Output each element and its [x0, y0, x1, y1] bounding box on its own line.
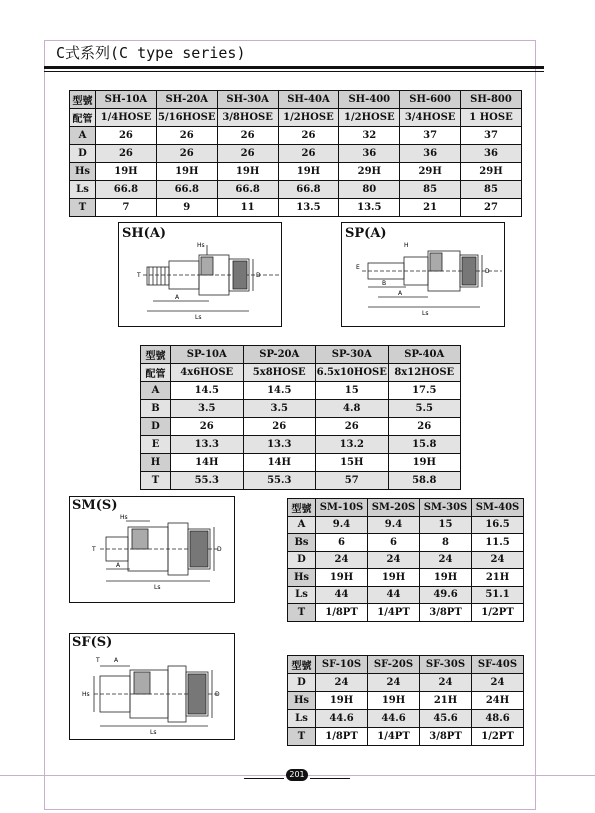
table-cell: 6: [368, 534, 420, 552]
table-cell: 11.5: [472, 534, 524, 552]
table-row: [288, 516, 524, 534]
model-name-cell: SM-30S: [420, 499, 472, 517]
row-label-cell: A: [288, 516, 316, 534]
table-cell: 9: [156, 199, 217, 217]
sf-dim-t: T: [96, 657, 100, 664]
table-cell: 14H: [171, 454, 244, 472]
sm-diagram: [69, 496, 235, 603]
sm-dim-d: D: [217, 546, 222, 553]
table-cell: 44: [368, 586, 420, 604]
table-cell: 36: [461, 145, 522, 163]
sf-dim-ls: Ls: [150, 729, 157, 736]
table-cell: 26: [278, 127, 339, 145]
table-cell: 21H: [420, 692, 472, 710]
table-row: [141, 382, 461, 400]
model-name-cell: SH-600: [400, 91, 461, 109]
table-cell: 1/4HOSE: [96, 109, 157, 127]
model-name-cell: SH-400: [339, 91, 400, 109]
table-cell: 7: [96, 199, 157, 217]
table-cell: 9.4: [368, 516, 420, 534]
table-cell: 66.8: [217, 181, 278, 199]
sh-dim-hs: Hs: [197, 242, 205, 249]
table-cell: 26: [156, 127, 217, 145]
row-label-cell: Hs: [288, 692, 316, 710]
model-header-cell: 型號: [70, 91, 96, 109]
row-label-cell: T: [288, 728, 316, 746]
sf-coupler-drawing: [70, 634, 236, 741]
model-header-cell: 型號: [288, 656, 316, 674]
model-name-cell: SF-20S: [368, 656, 420, 674]
model-name-cell: SM-10S: [316, 499, 368, 517]
row-label-cell: T: [288, 604, 316, 622]
table-cell: 66.8: [96, 181, 157, 199]
table-cell: 1/4PT: [368, 728, 420, 746]
row-label-cell: Hs: [288, 569, 316, 587]
table-cell: 17.5: [388, 382, 461, 400]
sh-diagram-label: SH(A): [122, 226, 167, 241]
model-name-cell: SF-30S: [420, 656, 472, 674]
table-cell: 26: [278, 145, 339, 163]
row-label-cell: Ls: [288, 710, 316, 728]
row-label-cell: Hs: [70, 163, 96, 181]
table-cell: 15: [316, 382, 389, 400]
model-name-cell: SP-20A: [243, 346, 316, 364]
table-cell: 44.6: [316, 710, 368, 728]
table-cell: 15.8: [388, 436, 461, 454]
table-cell: 19H: [96, 163, 157, 181]
table-cell: 13.3: [171, 436, 244, 454]
sp-diagram-label: SP(A): [345, 226, 387, 241]
table-row: [70, 163, 522, 181]
row-label-cell: H: [141, 454, 171, 472]
table-row: [288, 710, 524, 728]
table-header-row: [70, 91, 522, 109]
table-cell: 37: [461, 127, 522, 145]
table-cell: 15H: [316, 454, 389, 472]
sh-dim-d: D: [256, 272, 261, 279]
sm-dim-ls: Ls: [154, 584, 161, 591]
table-row: [70, 145, 522, 163]
model-name-cell: SH-10A: [96, 91, 157, 109]
table-cell: 3/8PT: [420, 604, 472, 622]
model-name-cell: SF-10S: [316, 656, 368, 674]
table-cell: 24: [472, 551, 524, 569]
table-cell: 19H: [156, 163, 217, 181]
table-cell: 1/8PT: [316, 604, 368, 622]
table-cell: 19H: [368, 692, 420, 710]
table-row: [70, 199, 522, 217]
table-cell: 85: [400, 181, 461, 199]
table-cell: 26: [217, 145, 278, 163]
table-row: [288, 551, 524, 569]
table-cell: 1 HOSE: [461, 109, 522, 127]
table-cell: 8: [420, 534, 472, 552]
table-cell: 6.5x10HOSE: [316, 364, 389, 382]
table-cell: 1/4PT: [368, 604, 420, 622]
table-cell: 19H: [420, 569, 472, 587]
table-cell: 44: [316, 586, 368, 604]
model-header-cell: 型號: [288, 499, 316, 517]
table-cell: 29H: [461, 163, 522, 181]
sp-dim-a: A: [398, 290, 403, 297]
title-rule-thick: [44, 66, 544, 69]
table-cell: 49.6: [420, 586, 472, 604]
table-cell: 26: [243, 418, 316, 436]
row-label-cell: D: [288, 674, 316, 692]
table-cell: 26: [156, 145, 217, 163]
table-cell: 19H: [278, 163, 339, 181]
row-label-cell: 配管: [70, 109, 96, 127]
table-cell: 36: [400, 145, 461, 163]
table-cell: 5/16HOSE: [156, 109, 217, 127]
model-name-cell: SM-40S: [472, 499, 524, 517]
sm-diagram-label: SM(S): [72, 498, 118, 513]
table-row: [141, 364, 461, 382]
table-cell: 3.5: [171, 400, 244, 418]
table-cell: 19H: [388, 454, 461, 472]
sm-spec-table: [287, 498, 524, 622]
model-header-cell: 型號: [141, 346, 171, 364]
sh-dim-ls: Ls: [195, 314, 202, 321]
table-cell: 29H: [400, 163, 461, 181]
table-row: [288, 692, 524, 710]
table-cell: 37: [400, 127, 461, 145]
model-name-cell: SP-30A: [316, 346, 389, 364]
sf-diagram-label: SF(S): [72, 635, 113, 650]
table-cell: 5x8HOSE: [243, 364, 316, 382]
table-cell: 26: [388, 418, 461, 436]
row-label-cell: A: [70, 127, 96, 145]
table-cell: 1/2PT: [472, 728, 524, 746]
sp-coupler-drawing: [342, 223, 506, 328]
table-row: [70, 181, 522, 199]
table-cell: 13.3: [243, 436, 316, 454]
row-label-cell: D: [70, 145, 96, 163]
table-cell: 36: [339, 145, 400, 163]
table-cell: 32: [339, 127, 400, 145]
sf-diagram: [69, 633, 235, 740]
model-name-cell: SP-10A: [171, 346, 244, 364]
sm-dim-t: T: [92, 546, 96, 553]
table-row: [141, 418, 461, 436]
sp-dim-ls: Ls: [422, 310, 429, 317]
table-cell: 24: [316, 674, 368, 692]
row-label-cell: D: [288, 551, 316, 569]
table-cell: 29H: [339, 163, 400, 181]
sp-diagram: [341, 222, 505, 327]
table-cell: 3.5: [243, 400, 316, 418]
row-label-cell: B: [141, 400, 171, 418]
table-cell: 26: [96, 127, 157, 145]
table-cell: 1/2HOSE: [278, 109, 339, 127]
table-cell: 48.6: [472, 710, 524, 728]
table-cell: 24: [316, 551, 368, 569]
table-cell: 4x6HOSE: [171, 364, 244, 382]
row-label-cell: Ls: [70, 181, 96, 199]
table-cell: 15: [420, 516, 472, 534]
table-cell: 3/4HOSE: [400, 109, 461, 127]
page-number: 201: [286, 769, 308, 781]
row-label-cell: Bs: [288, 534, 316, 552]
sm-dim-a: A: [116, 562, 121, 569]
row-label-cell: E: [141, 436, 171, 454]
table-cell: 13.5: [278, 199, 339, 217]
table-cell: 55.3: [171, 472, 244, 490]
table-cell: 24H: [472, 692, 524, 710]
sf-dim-a: A: [114, 657, 119, 664]
sf-dim-hs: Hs: [82, 691, 90, 698]
table-cell: 26: [171, 418, 244, 436]
table-cell: 6: [316, 534, 368, 552]
table-row: [70, 109, 522, 127]
model-name-cell: SH-800: [461, 91, 522, 109]
table-cell: 21H: [472, 569, 524, 587]
sh-dim-t: T: [137, 272, 141, 279]
sh-dim-a: A: [175, 294, 180, 301]
table-cell: 1/2PT: [472, 604, 524, 622]
row-label-cell: T: [70, 199, 96, 217]
table-header-row: [288, 499, 524, 517]
sp-dim-d: D: [485, 268, 490, 275]
table-cell: 11: [217, 199, 278, 217]
title-rule-thin: [44, 71, 544, 72]
table-cell: 5.5: [388, 400, 461, 418]
table-cell: 13.2: [316, 436, 389, 454]
page-number-rule-left: [244, 778, 284, 779]
page-number-rule-right: [310, 778, 350, 779]
table-cell: 19H: [217, 163, 278, 181]
sm-dim-hs: Hs: [120, 514, 128, 521]
model-name-cell: SH-20A: [156, 91, 217, 109]
table-cell: 9.4: [316, 516, 368, 534]
table-cell: 24: [420, 674, 472, 692]
table-cell: 3/8HOSE: [217, 109, 278, 127]
table-cell: 66.8: [156, 181, 217, 199]
table-row: [288, 569, 524, 587]
table-cell: 14H: [243, 454, 316, 472]
row-label-cell: A: [141, 382, 171, 400]
table-row: [141, 472, 461, 490]
table-row: [141, 400, 461, 418]
table-cell: 26: [316, 418, 389, 436]
table-cell: 55.3: [243, 472, 316, 490]
table-cell: 19H: [316, 692, 368, 710]
model-name-cell: SP-40A: [388, 346, 461, 364]
table-row: [288, 534, 524, 552]
table-row: [288, 586, 524, 604]
table-header-row: [141, 346, 461, 364]
table-cell: 24: [420, 551, 472, 569]
table-cell: 19H: [316, 569, 368, 587]
table-row: [141, 454, 461, 472]
row-label-cell: 配管: [141, 364, 171, 382]
table-cell: 66.8: [278, 181, 339, 199]
sf-dim-d: D: [215, 691, 220, 698]
table-cell: 16.5: [472, 516, 524, 534]
page-title: C式系列(C type series): [56, 44, 246, 62]
table-cell: 24: [368, 674, 420, 692]
row-label-cell: T: [141, 472, 171, 490]
sf-spec-table: [287, 655, 524, 746]
table-cell: 13.5: [339, 199, 400, 217]
sp-dim-e: E: [356, 264, 360, 271]
table-header-row: [288, 656, 524, 674]
table-cell: 57: [316, 472, 389, 490]
table-row: [288, 674, 524, 692]
table-row: [288, 604, 524, 622]
sh-diagram: [118, 222, 282, 327]
sp-dim-b: B: [382, 280, 387, 287]
table-cell: 14.5: [171, 382, 244, 400]
table-cell: 58.8: [388, 472, 461, 490]
table-cell: 26: [96, 145, 157, 163]
sh-coupler-drawing: [119, 223, 283, 328]
model-name-cell: SM-20S: [368, 499, 420, 517]
sh-spec-table: [69, 90, 522, 217]
table-cell: 45.6: [420, 710, 472, 728]
table-cell: 24: [472, 674, 524, 692]
table-cell: 1/2HOSE: [339, 109, 400, 127]
table-cell: 85: [461, 181, 522, 199]
table-row: [70, 127, 522, 145]
table-row: [141, 436, 461, 454]
model-name-cell: SF-40S: [472, 656, 524, 674]
table-cell: 8x12HOSE: [388, 364, 461, 382]
table-cell: 24: [368, 551, 420, 569]
model-name-cell: SH-30A: [217, 91, 278, 109]
table-cell: 27: [461, 199, 522, 217]
table-row: [288, 728, 524, 746]
table-cell: 4.8: [316, 400, 389, 418]
table-cell: 26: [217, 127, 278, 145]
table-cell: 19H: [368, 569, 420, 587]
table-cell: 80: [339, 181, 400, 199]
row-label-cell: Ls: [288, 586, 316, 604]
sp-spec-table: [140, 345, 461, 490]
model-name-cell: SH-40A: [278, 91, 339, 109]
table-cell: 51.1: [472, 586, 524, 604]
table-cell: 3/8PT: [420, 728, 472, 746]
sp-dim-h: H: [404, 242, 409, 249]
table-cell: 21: [400, 199, 461, 217]
row-label-cell: D: [141, 418, 171, 436]
table-cell: 14.5: [243, 382, 316, 400]
table-cell: 44.6: [368, 710, 420, 728]
sm-coupler-drawing: [70, 497, 236, 604]
table-cell: 1/8PT: [316, 728, 368, 746]
